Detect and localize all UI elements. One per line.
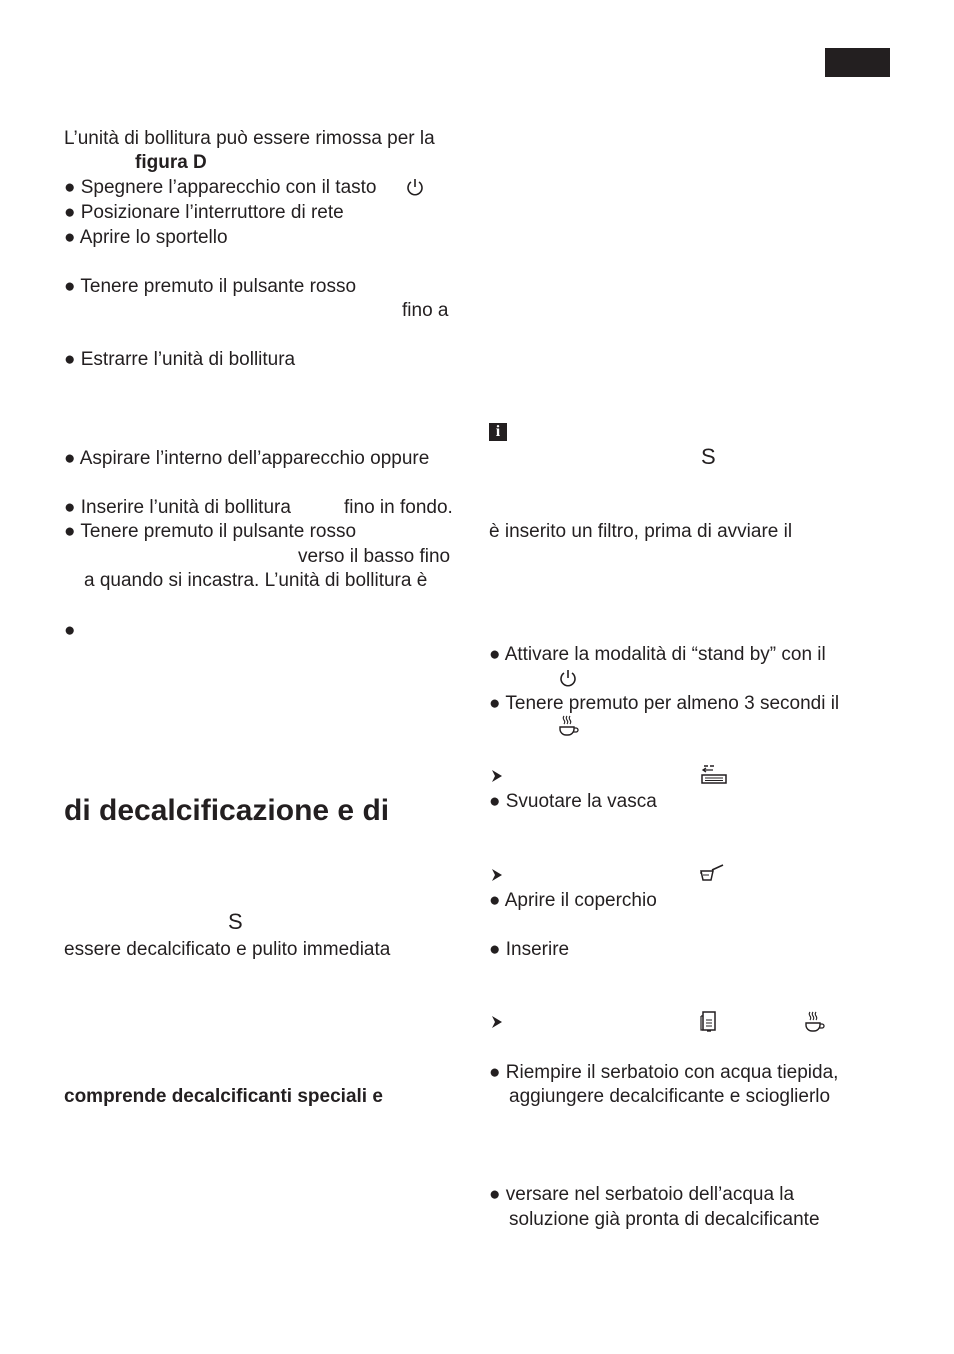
lid-icon	[698, 862, 726, 886]
list-item: ● Posizionare l’interruttore di rete	[64, 202, 344, 223]
list-item: ● Aprire lo sportello	[64, 227, 228, 248]
list-item: ● Svuotare la vasca	[489, 791, 657, 812]
list-item-continuation: fino in fondo.	[344, 497, 453, 518]
display-symbol-s: S	[701, 444, 716, 469]
list-item: ● Riempire il serbatoio con acqua tiepida,	[489, 1062, 839, 1083]
power-icon	[558, 668, 578, 688]
list-item-bullet: ●	[64, 620, 76, 641]
list-item: ● Tenere premuto per almeno 3 secondi il	[489, 693, 840, 714]
figure-reference: figura D	[135, 152, 207, 173]
intro-text: L’unità di bollitura può essere rimossa per la	[64, 128, 435, 149]
water-tank-icon	[698, 1010, 720, 1034]
list-item: ● Tenere premuto il pulsante rosso	[64, 276, 357, 297]
list-item-continuation: soluzione già pronta di decalcificante	[509, 1209, 820, 1230]
list-item: ● Inserire l’unità di bollitura	[64, 497, 291, 518]
list-item: ● Estrarre l’unità di bollitura	[64, 349, 296, 370]
steam-cup-icon	[803, 1010, 825, 1034]
display-symbol-s: S	[228, 909, 243, 934]
list-item-continuation: a quando si incastra. L’unità di bollitura è	[84, 570, 428, 591]
list-item: ● Aspirare l’interno dell’apparecchio oppure	[64, 448, 430, 469]
section-tab-marker	[825, 48, 890, 77]
paragraph-text: essere decalcificato e pulito immediata	[64, 939, 391, 960]
list-item: ● Tenere premuto il pulsante rosso	[64, 521, 357, 542]
list-item: ● versare nel serbatoio dell’acqua la	[489, 1184, 795, 1205]
drip-tray-icon	[700, 763, 728, 787]
section-heading: di decalcificazione e di	[64, 794, 390, 827]
list-item: ● Inserire	[489, 939, 570, 960]
list-item: ● Attivare la modalità di “stand by” con il	[489, 644, 826, 665]
steam-cup-icon	[557, 714, 579, 738]
arrow-right-icon	[490, 769, 504, 783]
list-item: ● Aprire il coperchio	[489, 890, 657, 911]
info-text: è inserito un filtro, prima di avviare il	[489, 521, 793, 542]
paragraph-bold: comprende decalcificanti speciali e	[64, 1086, 383, 1107]
info-icon: i	[489, 423, 507, 441]
list-item: ● Spegnere l’apparecchio con il tasto	[64, 177, 377, 198]
list-item-continuation: aggiungere decalcificante e scioglierlo	[509, 1086, 831, 1107]
arrow-right-icon	[490, 868, 504, 882]
arrow-right-icon	[490, 1015, 504, 1029]
power-icon	[405, 177, 425, 197]
list-item-continuation: verso il basso fino	[298, 546, 451, 567]
list-item-continuation: fino a	[402, 300, 449, 321]
